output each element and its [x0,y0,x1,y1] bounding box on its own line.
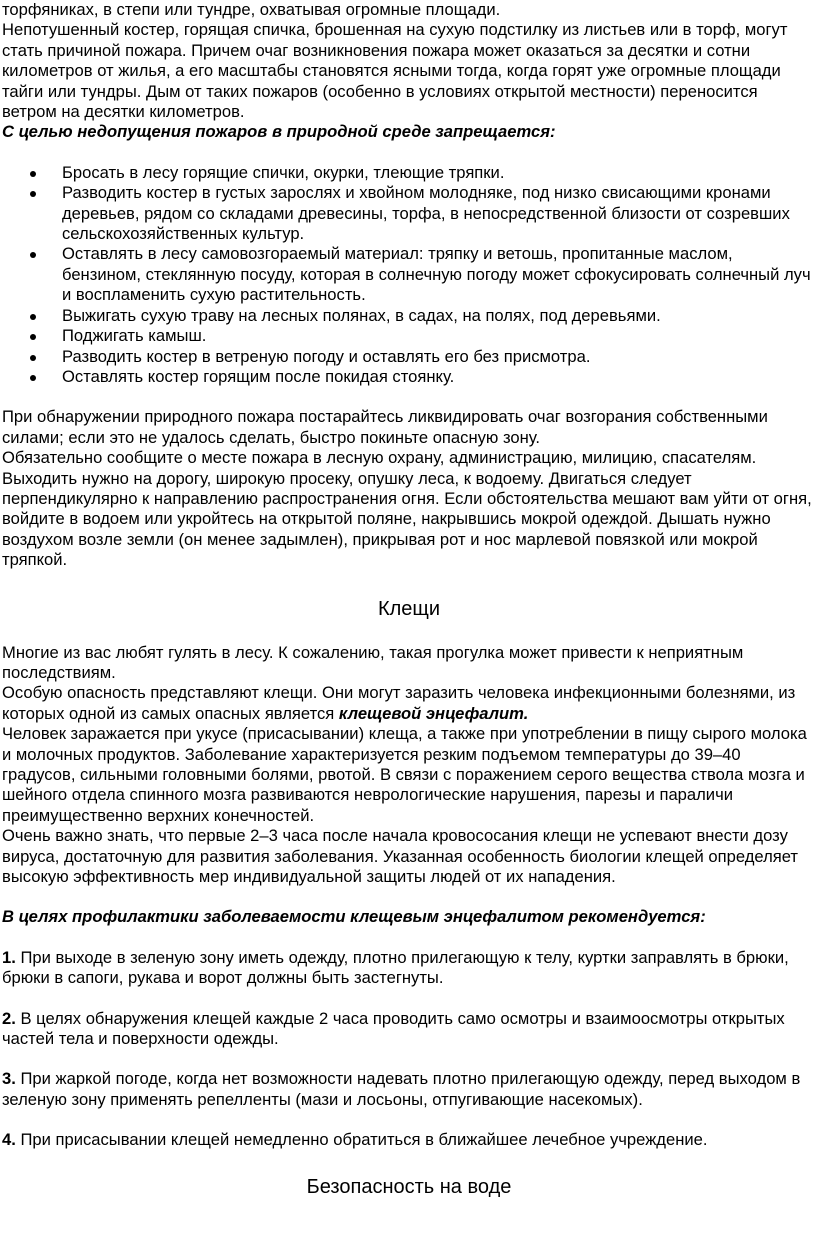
prevention-step: 4. При присасывании клещей немедленно обратиться в ближайшее лечебное учреждение. [2,1130,708,1150]
list-item: Разводить костер в густых зарослях и хвойном молодняке, под низко свисающими кронами деревьев, рядом со складами древесины, торфа, в непосредственной близости от созревших сельскохозяйственных культур. [2,183,812,244]
list-item: Выжигать сухую траву на лесных полянах, в садах, на полях, под деревьями. [2,306,812,326]
prevention-heading: В целях профилактики заболеваемости клещевым энцефалитом рекомендуется: [2,907,706,927]
prohibited-list [2,163,816,387]
ticks-infection-paragraph: Человек заражается при укусе (присасывании) клеща, а также при употреблении в пищу сырого молока и молочных продуктов. Заболевание характеризуется резким подъемом температуры до 39–40 градусов, сильными головными болями, рвотой. В связи с поражением серого вещества ствола мозга и шейного отдела спинного мозга развиваются неврологические нарушения, парезы и параличи преимущественно верхних конечностей. [2,724,807,825]
fire-report-paragraph: Обязательно сообщите о месте пожара в лесную охрану, администрацию, милицию, спасателям. [2,448,757,468]
list-item: Оставлять в лесу самовозгораемый материал: тряпку и ветошь, пропитанные маслом, бензином, стеклянную посуду, которая в солнечную погоду может сфокусировать солнечный луч и воспламенить сухую растительность. [2,244,812,305]
fire-escape-paragraph: Выходить нужно на дорогу, широкую просеку, опушку леса, к водоему. Двигаться следует перпендикулярно к направлению распространения огня. Если обстоятельства мешают вам уйти от огня, войдите в водоем или укройтесь на открытой поляне, накрывшись мокрой одеждой. Дышать нужно воздухом возле земли (он менее задымлен), прикрывая рот и нос марлевой повязкой или мокрой тряпкой. [2,468,812,570]
list-item: Поджигать камыш. [2,326,812,346]
fire-action-paragraph: При обнаружении природного пожара постарайтесь ликвидировать очаг возгорания собственными силами; если это не удалось сделать, быстро покиньте опасную зону. [2,407,768,447]
bullet-icon [30,334,36,340]
bullet-icon [30,171,36,177]
ticks-danger-paragraph: Особую опасность представляют клещи. Они могут заразить человека инфекционными болезнями, из которых одной из самых опасных является клещевой энцефалит. [2,683,796,723]
prohibited-heading: С целью недопущения пожаров в природной среде запрещается: [2,122,556,142]
list-item: Оставлять костер горящим после покидая стоянку. [2,367,812,387]
ticks-timing-paragraph: Очень важно знать, что первые 2–3 часа после начала кровососания клещи не успевают внести дозу вируса, достаточную для развития заболевания. Указанная особенность биологии клещей определяет высокую эффективность мер индивидуальной защиты людей от их нападения. [2,826,799,887]
list-item: Разводить костер в ветреную погоду и оставлять его без присмотра. [2,347,812,367]
prevention-step: 1. При выходе в зеленую зону иметь одежду, плотно прилегающую к телу, куртки заправлять в брюки, брюки в сапоги, рукава и ворот должны быть застегнуты. [2,947,789,988]
encephalitis-term: клещевой энцефалит. [338,703,529,723]
section-title-water-safety: Безопасность на воде [306,1175,512,1198]
list-item: Бросать в лесу горящие спички, окурки, тлеющие тряпки. [2,163,812,183]
intro-line: торфяниках, в степи или тундре, охватывая огромные площади. [2,0,501,19]
bullet-icon [30,375,36,381]
bullet-icon [30,191,36,197]
bullet-icon [30,252,36,258]
ticks-intro-paragraph: Многие из вас любят гулять в лесу. К сожалению, такая прогулка может привести к неприятным последствиям. [2,642,744,682]
section-title-ticks: Клещи [377,597,441,620]
bullet-icon [30,314,36,320]
bullet-icon [30,355,36,361]
fire-causes-paragraph: Непотушенный костер, горящая спичка, брошенная на сухую подстилку из листьев или в торф, могут стать причиной пожара. Причем очаг возникновения пожара может оказаться за десятки и сотни километров от жилья, а его масштабы становятся ясными тогда, когда горят уже огромные площади тайги или тундры. Дым от таких пожаров (особенно в условиях открытой местности) переносится ветром на десятки километров. [2,20,788,122]
prevention-step: 2. В целях обнаружения клещей каждые 2 часа проводить само осмотры и взаимоосмотры открытых частей тела и поверхности одежды. [2,1008,785,1049]
prevention-step: 3. При жаркой погоде, когда нет возможности надевать плотно прилегающую одежду, перед выходом в зеленую зону применять репелленты (мази и лосьоны, отпугивающие насекомых). [2,1069,801,1109]
